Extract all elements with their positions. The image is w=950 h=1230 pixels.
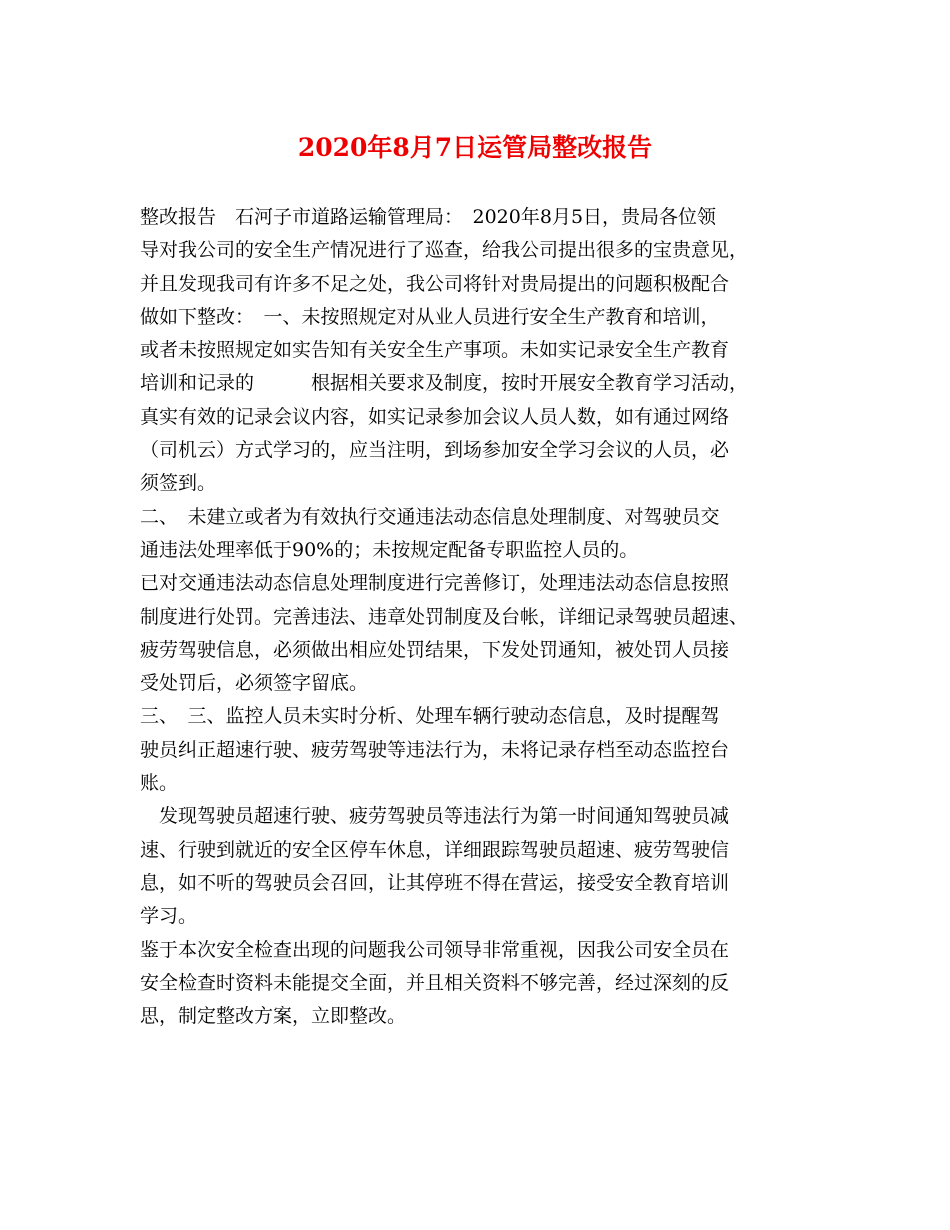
text-line: 培训和记录的 根据相关要求及制度，按时开展安全教育学习活动， <box>140 372 749 395</box>
text-line: 发现驾驶员超速行驶、疲劳驾驶员等违法行为第一时间通知驾驶员减 <box>140 805 730 828</box>
text-line: 整改报告 石河子市道路运输管理局： 2020年8月5日，贵局各位领 <box>140 206 717 228</box>
text-line: 驶员纠正超速行驶、疲劳驾驶等违法行为，未将记录存档至动态监控台 <box>140 738 730 761</box>
text-line: 真实有效的记录会议内容，如实记录参加会议人员人数，如有通过网络 <box>140 405 730 428</box>
text-line: 思，制定整改方案，立即整改。 <box>140 1005 407 1028</box>
document-title: 2020年8月7日运管局整改报告 <box>297 133 653 162</box>
text-line: （司机云）方式学习的，应当注明，到场参加安全学习会议的人员，必 <box>140 439 730 462</box>
paragraph <box>140 501 820 568</box>
paragraph <box>140 934 820 1034</box>
text-line: 通违法处理率低于90%的；未按规定配备专职监控人员的。 <box>140 538 639 561</box>
text-line: 三、 三、监控人员未实时分析、处理车辆行驶动态信息，及时提醒驾 <box>140 705 720 728</box>
text-line: 或者未按照规定如实告知有关安全生产事项。未如实记录安全生产教育 <box>140 339 730 362</box>
paragraph <box>140 567 820 700</box>
text-line: 已对交通违法动态信息处理制度进行完善修订，处理违法动态信息按照 <box>140 572 730 595</box>
text-line: 受处罚后，必须签字留底。 <box>140 672 369 695</box>
text-line: 学习。 <box>140 905 198 928</box>
text-line: 做如下整改： 一、未按照规定对从业人员进行安全生产教育和培训， <box>140 305 720 328</box>
text-line: 制度进行处罚。完善违法、违章处罚制度及台帐，详细记录驾驶员超速、 <box>140 605 749 628</box>
document-body <box>140 201 820 1033</box>
text-line: 疲劳驾驶信息，必须做出相应处罚结果，下发处罚通知，被处罚人员接 <box>140 638 730 661</box>
text-line: 息，如不听的驾驶员会召回，让其停班不得在营运，接受安全教育培训 <box>140 871 730 894</box>
text-line: 鉴于本次安全检查出现的问题我公司领导非常重视，因我公司安全员在 <box>140 938 730 961</box>
paragraph <box>140 800 820 933</box>
text-line: 速、行驶到就近的安全区停车休息，详细跟踪驾驶员超速、疲劳驾驶信 <box>140 838 730 861</box>
text-line: 须签到。 <box>140 472 217 495</box>
paragraph <box>140 201 820 501</box>
text-line: 并且发现我司有许多不足之处，我公司将针对贵局提出的问题积极配合 <box>140 272 730 295</box>
text-line: 导对我公司的安全生产情况进行了巡查，给我公司提出很多的宝贵意见， <box>140 239 749 262</box>
paragraph <box>140 700 820 800</box>
text-line: 账。 <box>140 772 179 795</box>
text-line: 安全检查时资料未能提交全面，并且相关资料不够完善，经过深刻的反 <box>140 971 730 994</box>
text-line: 二、 未建立或者为有效执行交通违法动态信息处理制度、对驾驶员交 <box>140 505 720 528</box>
